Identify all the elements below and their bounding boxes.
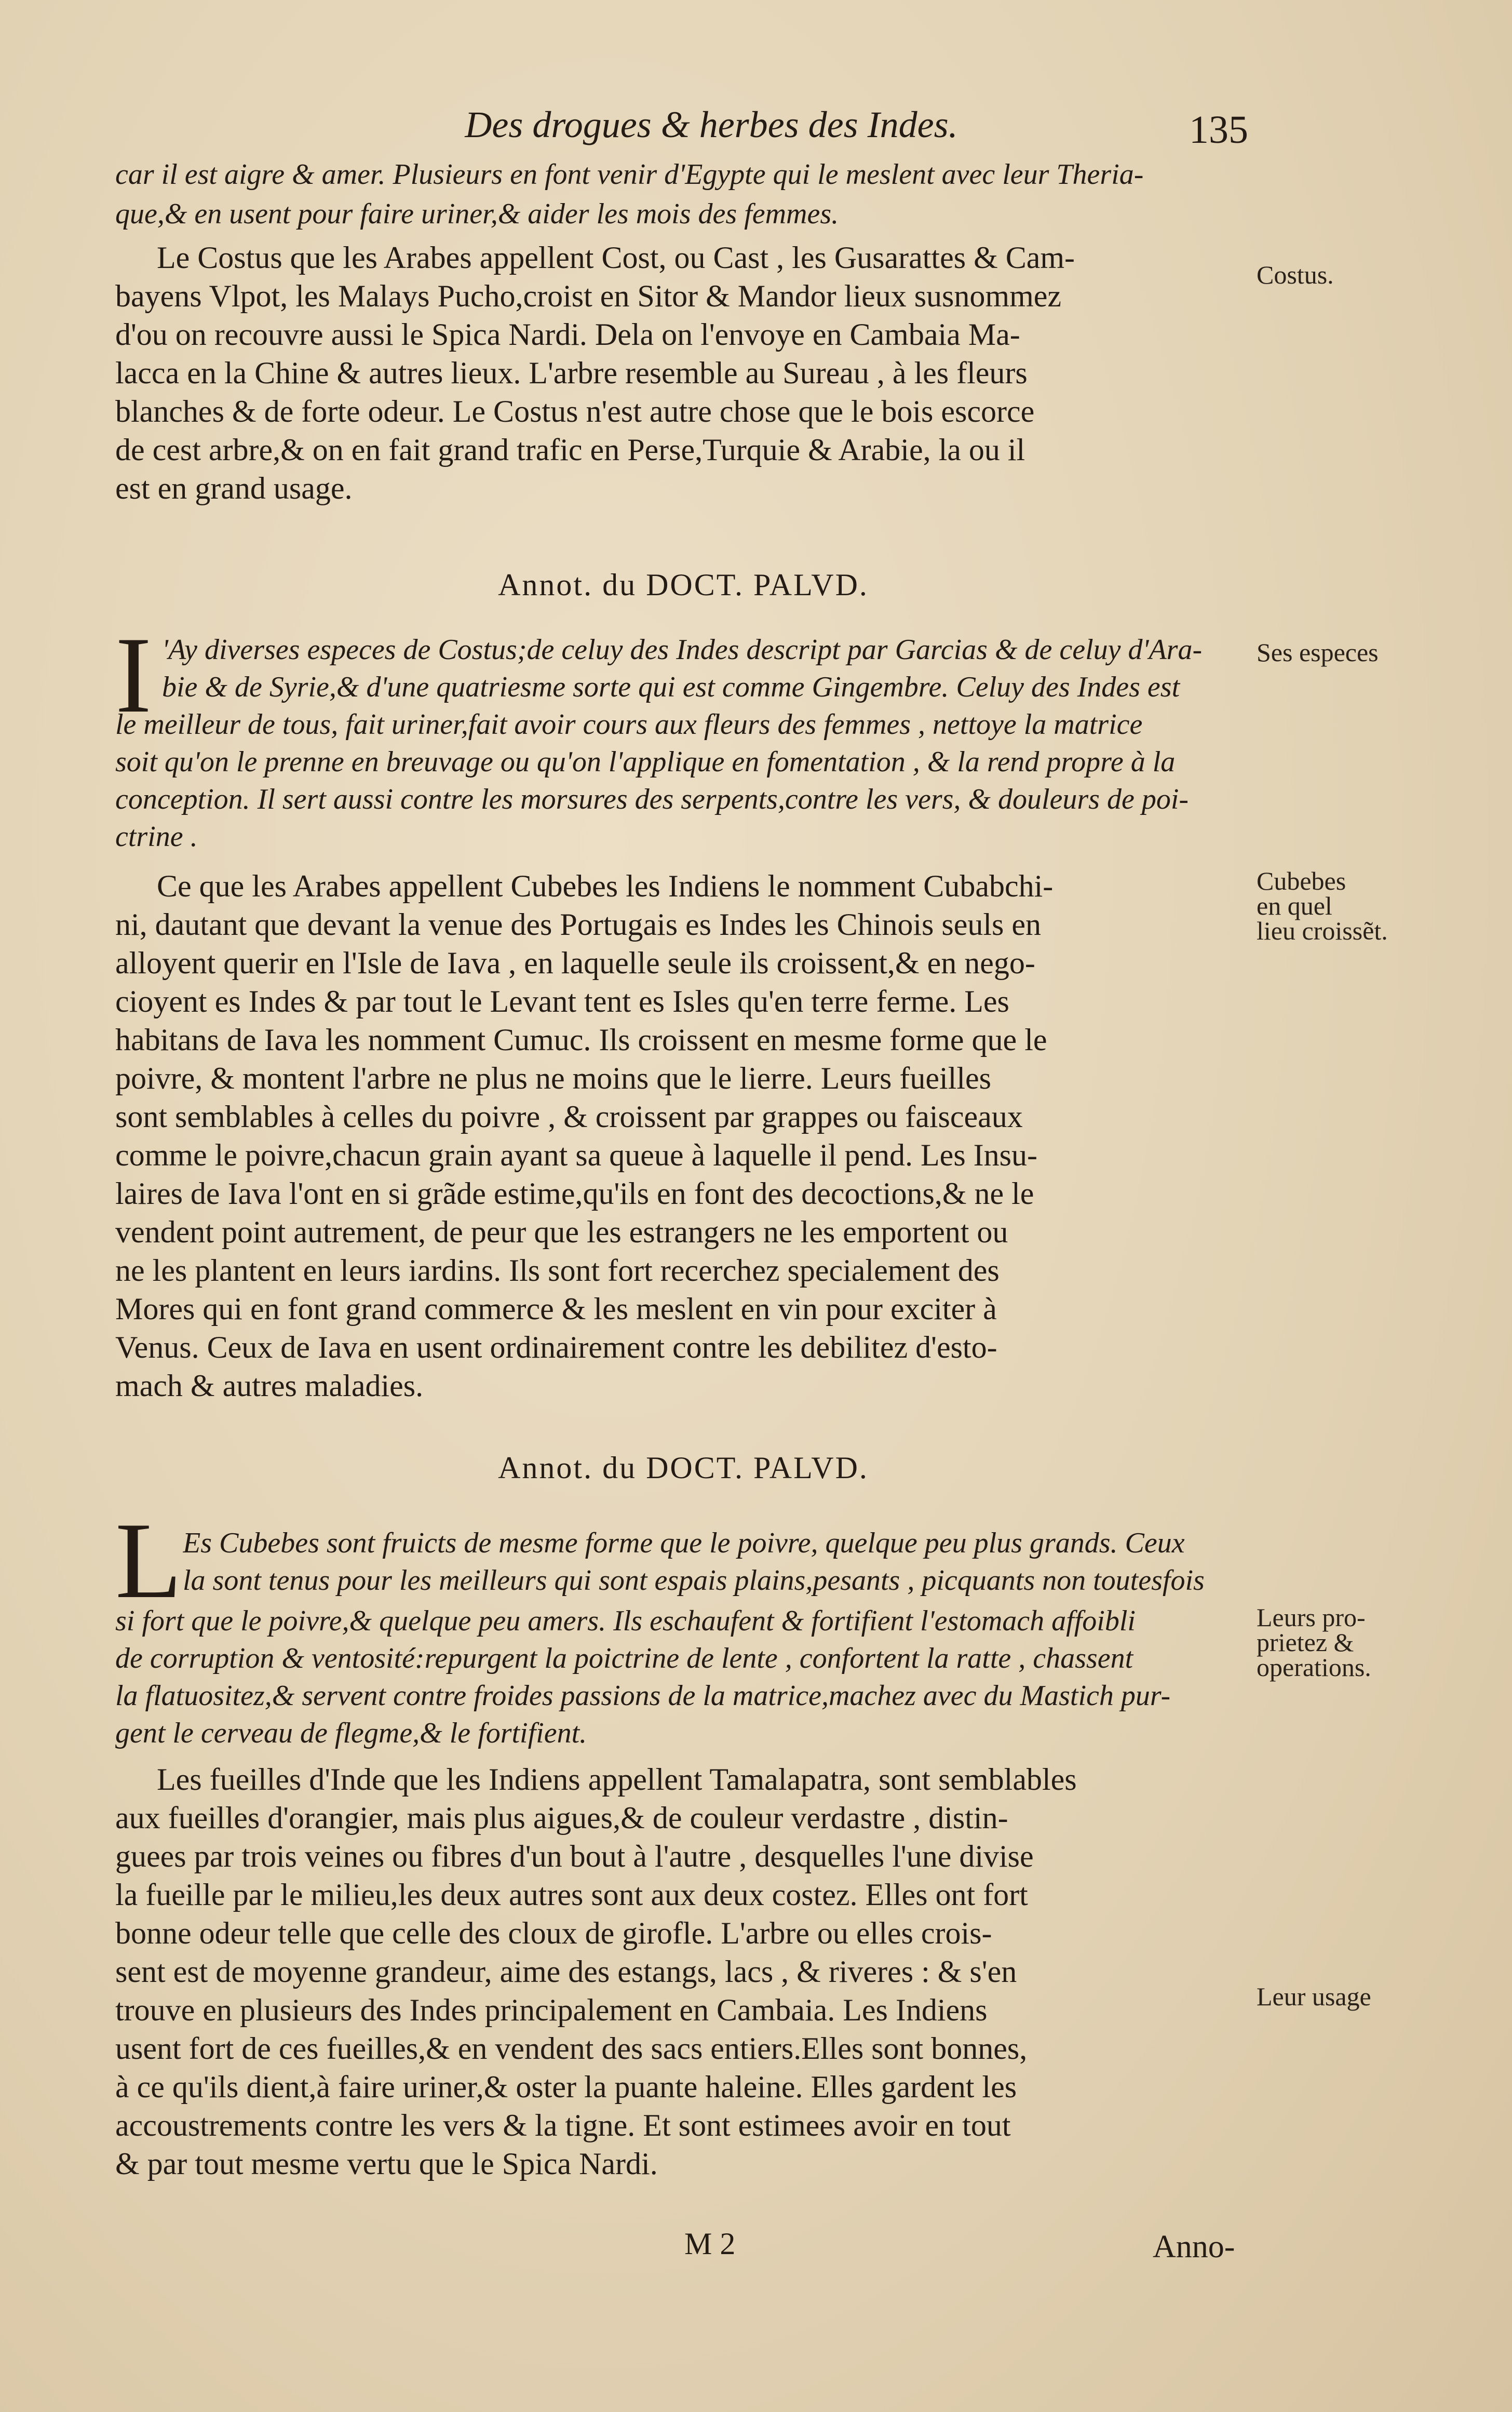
text-line: guees par trois veines ou fibres d'un bout à l'autre , desquelles l'une divise — [115, 1839, 1034, 1873]
text-line: Es Cubebes sont fruicts de mesme forme que le poivre, quelque peu plus grands. Ceux — [183, 1527, 1185, 1559]
text-line: de corruption & ventosité:repurgent la poictrine de lente , confortent la ratte , chassent — [115, 1642, 1133, 1674]
text-line: conception. Il sert aussi contre les morsures des serpents,contre les vers, & douleurs de poi- — [115, 783, 1189, 815]
text-line: trouve en plusieurs des Indes principalement en Cambaia. Les Indiens — [115, 1993, 988, 2027]
margin-note-cubebes — [1257, 868, 1412, 943]
running-title: Des drogues & herbes des Indes. — [465, 104, 958, 145]
text-line: si fort que le poivre,& quelque peu amers. Ils eschaufent & fortifient l'estomach affoibli — [115, 1605, 1136, 1637]
text-line: comme le poivre,chacun grain ayant sa queue à laquelle il pend. Les Insu- — [115, 1138, 1037, 1172]
text-line: accoustrements contre les vers & la tigne. Et sont estimees avoir en tout — [115, 2108, 1011, 2142]
text-line: Mores qui en font grand commerce & les meslent en vin pour exciter à — [115, 1292, 997, 1326]
margin-note-costus: Costus. — [1257, 260, 1334, 289]
annotation-heading: Annot. du DOCT. PALVD. — [498, 568, 869, 602]
text-line: de cest arbre,& on en fait grand trafic en Perse,Turquie & Arabie, la ou il — [115, 433, 1025, 467]
text-line: que,& en usent pour faire uriner,& aider les mois des femmes. — [115, 198, 839, 230]
text-line: aux fueilles d'orangier, mais plus aigues,& de couleur verdastre , distin- — [115, 1801, 1008, 1835]
text-line: est en grand usage. — [115, 471, 353, 505]
text-line: habitans de Iava les nomment Cumuc. Ils croissent en mesme forme que le — [115, 1023, 1047, 1057]
text-line: sont semblables à celles du poivre , & croissent par grappes ou faisceaux — [115, 1100, 1023, 1134]
signature-mark: M 2 — [684, 2227, 736, 2261]
text-line: Le Costus que les Arabes appellent Cost, ou Cast , les Gusarattes & Cam- — [157, 240, 1075, 275]
text-line: poivre, & montent l'arbre ne plus ne moins que le lierre. Leurs fueilles — [115, 1061, 991, 1095]
text-line: vendent point autrement, de peur que les estrangers ne les emportent ou — [115, 1215, 1008, 1249]
text-line: lacca en la Chine & autres lieux. L'arbre resemble au Sureau , à les fleurs — [115, 356, 1028, 390]
text-line: à ce qu'ils dient,à faire uriner,& oster la puante haleine. Elles gardent les — [115, 2070, 1017, 2104]
text-line: 'Ay diverses especes de Costus;de celuy des Indes descript par Garcias & de celuy d'Ara- — [162, 634, 1203, 666]
margin-note-line: en quel — [1257, 891, 1332, 920]
text-line: laires de Iava l'ont en si grãde estime,qu'ils en font des decoctions,& ne le — [115, 1176, 1034, 1211]
text-line: bie & de Syrie,& d'une quatriesme sorte qui est comme Gingembre. Celuy des Indes est — [162, 671, 1180, 703]
text-line: cioyent es Indes & par tout le Levant tent es Isles qu'en terre ferme. Les — [115, 984, 1009, 1019]
text-line: ne les plantent en leurs iardins. Ils sont fort recerchez specialement des — [115, 1253, 1000, 1288]
margin-note-line: prietez & — [1257, 1628, 1354, 1657]
drop-capital-l: L — [115, 1500, 182, 1621]
margin-note-usage: Leur usage — [1257, 1982, 1371, 2011]
page-number: 135 — [1189, 108, 1248, 152]
text-line: d'ou on recouvre aussi le Spica Nardi. Dela on l'envoye en Cambaia Ma- — [115, 317, 1020, 352]
text-line: la sont tenus pour les meilleurs qui sont espais plains,pesants , picquants non toutesfois — [183, 1564, 1205, 1597]
margin-note-line: Leurs pro- — [1257, 1603, 1366, 1632]
text-line: sent est de moyenne grandeur, aime des estangs, lacs , & riveres : & s'en — [115, 1954, 1017, 1989]
text-line: le meilleur de tous, fait uriner,fait avoir cours aux fleurs des femmes , nettoye la matrice — [115, 708, 1143, 741]
text-line: & par tout mesme vertu que le Spica Nardi. — [115, 2147, 658, 2181]
margin-note-line: Cubebes — [1257, 866, 1346, 895]
text-line: ctrine . — [115, 821, 198, 853]
drop-capital-i: I — [115, 615, 152, 735]
text-line: car il est aigre & amer. Plusieurs en font venir d'Egypte qui le meslent avec leur Theria- — [115, 158, 1144, 191]
margin-note-especes: Ses especes — [1257, 638, 1379, 667]
text-line: Venus. Ceux de Iava en usent ordinairement contre les debilitez d'esto- — [115, 1330, 997, 1364]
margin-note-line: operations. — [1257, 1653, 1371, 1682]
text-line: bonne odeur telle que celle des cloux de girofle. L'arbre ou elles crois- — [115, 1916, 992, 1950]
text-line: usent fort de ces fueilles,& en vendent des sacs entiers.Elles sont bonnes, — [115, 2031, 1028, 2066]
text-line: Ce que les Arabes appellent Cubebes les Indiens le nomment Cubabchi- — [157, 869, 1054, 903]
text-line: la flatuositez,& servent contre froides passions de la matrice,machez avec du Mastich pur- — [115, 1680, 1171, 1712]
text-line: Les fueilles d'Inde que les Indiens appellent Tamalapatra, sont semblables — [157, 1762, 1077, 1797]
text-line: gent le cerveau de flegme,& le fortifient. — [115, 1717, 587, 1749]
text-line: bayens Vlpot, les Malays Pucho,croist en Sitor & Mandor lieux susnommez — [115, 279, 1062, 313]
text-line: soit qu'on le prenne en breuvage ou qu'on l'applique en fomentation , & la rend propre à la — [115, 746, 1176, 778]
text-line: blanches & de forte odeur. Le Costus n'est autre chose que le bois escorce — [115, 394, 1035, 428]
text-line: ni, dautant que devant la venue des Portugais es Indes les Chinois seuls en — [115, 907, 1041, 942]
catchword: Anno- — [1153, 2229, 1235, 2264]
margin-note-line: lieu croissẽt. — [1257, 916, 1388, 945]
annotation-heading: Annot. du DOCT. PALVD. — [498, 1451, 869, 1485]
text-line: mach & autres maladies. — [115, 1369, 424, 1403]
text-line: alloyent querir en l'Isle de Iava , en laquelle seule ils croissent,& en nego- — [115, 946, 1035, 980]
text-line: la fueille par le milieu,les deux autres sont aux deux costez. Elles ont fort — [115, 1878, 1028, 1912]
margin-note-proprietez — [1257, 1605, 1412, 1680]
